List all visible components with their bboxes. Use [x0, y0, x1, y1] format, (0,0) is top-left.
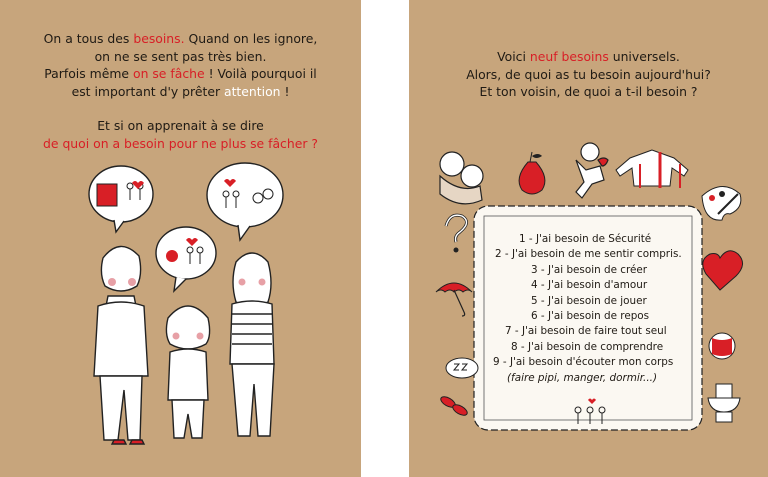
- pear-icon: [519, 152, 545, 194]
- left-line-3: Parfois même on se fâche ! Voilà pourquoi il: [44, 66, 317, 81]
- question-mark-icon: [446, 215, 467, 252]
- sausage-icon: [439, 395, 469, 418]
- need-item: 9 - J'ai besoin d'écouter mon corps: [493, 356, 674, 369]
- right-line-2: Alors, de quoi as tu besoin aujourd'hui?: [466, 66, 711, 82]
- left-line-4: est important d'y prêter attention !: [71, 83, 290, 99]
- toilet-icon: [708, 384, 740, 422]
- heart-icon: [703, 251, 743, 290]
- need-item: 2 - J'ai besoin de me sentir compris.: [495, 248, 682, 261]
- need-item: 3 - J'ai besoin de créer: [531, 263, 648, 276]
- need-item: 6 - J'ai besoin de repos: [531, 310, 650, 323]
- umbrella-icon: [436, 283, 472, 316]
- right-line-1: Voici neuf besoins universels.: [497, 49, 680, 64]
- jacket-icon: [616, 150, 688, 188]
- need-item-note: (faire pipi, manger, dormir...): [507, 371, 658, 384]
- left-line-6: de quoi on a besoin pour ne plus se fâcher ?: [43, 135, 318, 151]
- need-item: 8 - J'ai besoin de comprendre: [511, 340, 664, 353]
- right-line-3: Et ton voisin, de quoi a t-il besoin ?: [479, 84, 698, 99]
- need-item: 4 - J'ai besoin d'amour: [531, 279, 648, 292]
- needs-list: [493, 232, 693, 386]
- left-line-2: on ne se sent pas très bien.: [94, 48, 267, 64]
- need-item: 7 - J'ai besoin de faire tout seul: [505, 325, 667, 338]
- left-line-5: Et si on apprenait à se dire: [97, 118, 264, 133]
- hug-icon: [440, 152, 483, 204]
- need-item: 5 - J'ai besoin de jouer: [531, 294, 647, 307]
- sleep-bubble-icon: [446, 358, 478, 378]
- need-item: 1 - J'ai besoin de Sécurité: [519, 233, 652, 245]
- left-line-1: On a tous des besoins. Quand on les ignore,: [43, 31, 318, 46]
- jumping-boy-icon: [576, 143, 608, 198]
- ball-icon: [709, 333, 735, 359]
- palette-icon: [702, 186, 741, 220]
